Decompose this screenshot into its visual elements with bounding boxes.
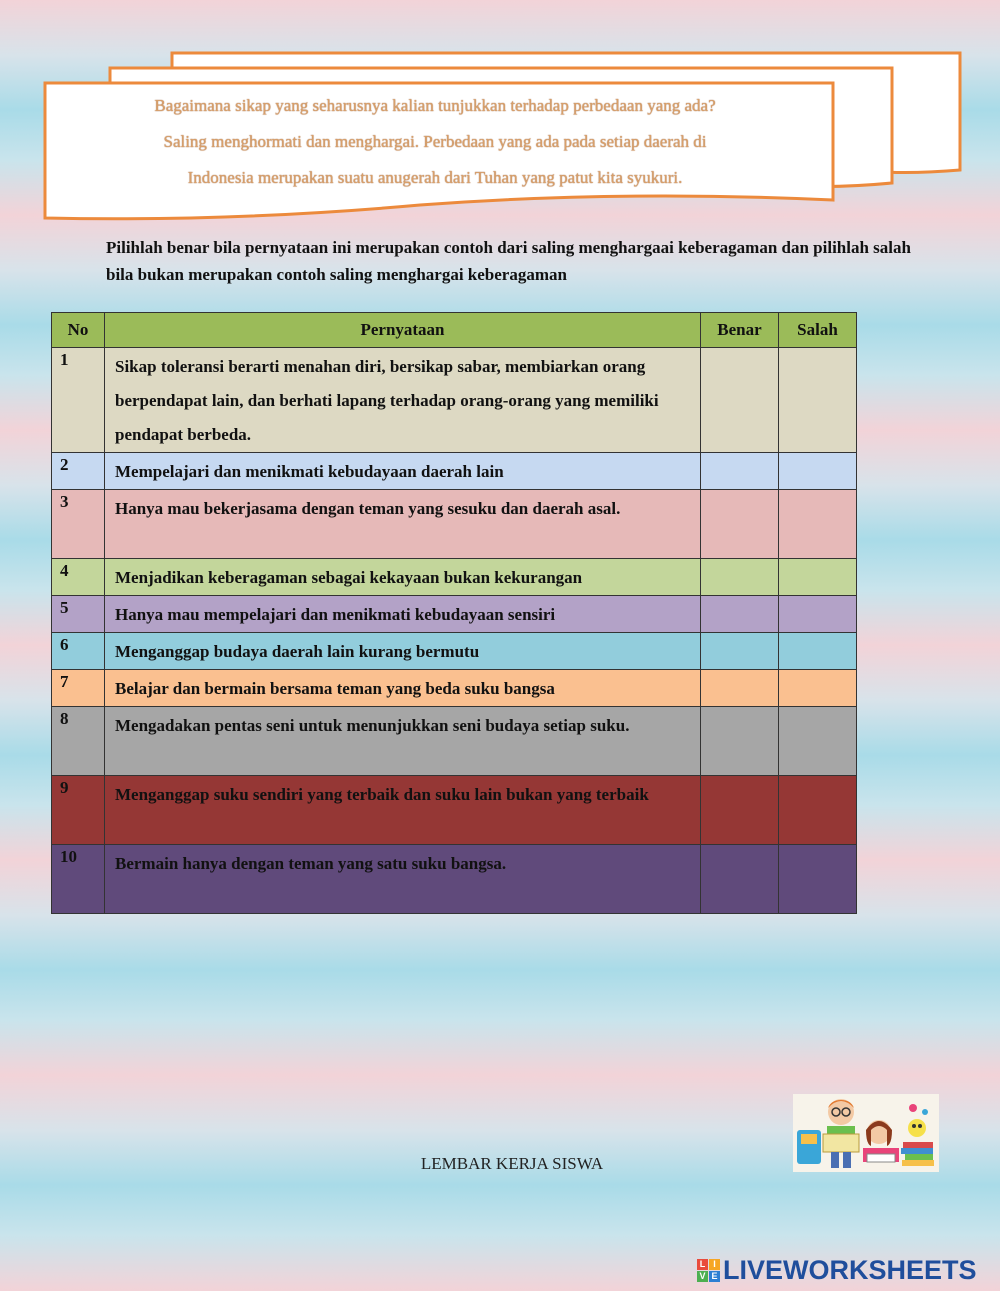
row-number: 8 bbox=[52, 707, 105, 776]
header-statement: Pernyataan bbox=[105, 313, 701, 348]
row-number: 1 bbox=[52, 348, 105, 453]
answer-true-cell[interactable] bbox=[701, 707, 779, 776]
row-number: 9 bbox=[52, 776, 105, 845]
answer-false-cell[interactable] bbox=[779, 490, 857, 559]
banner bbox=[0, 0, 1000, 235]
answer-true-cell[interactable] bbox=[701, 845, 779, 914]
row-statement: Mempelajari dan menikmati kebudayaan daerah lain bbox=[105, 453, 701, 490]
answer-false-cell[interactable] bbox=[779, 670, 857, 707]
answer-true-cell[interactable] bbox=[701, 348, 779, 453]
table-row bbox=[52, 707, 857, 776]
row-number: 5 bbox=[52, 596, 105, 633]
worksheet-footer-title: LEMBAR KERJA SISWA bbox=[420, 1154, 604, 1173]
row-number: 6 bbox=[52, 633, 105, 670]
answer-true-cell[interactable] bbox=[701, 776, 779, 845]
table-row bbox=[52, 490, 857, 559]
row-number: 2 bbox=[52, 453, 105, 490]
banner-question: Bagaimana sikap yang seharusnya kalian tunjukkan terhadap perbedaan yang ada? bbox=[154, 96, 716, 115]
answer-true-cell[interactable] bbox=[701, 596, 779, 633]
answer-false-cell[interactable] bbox=[779, 348, 857, 453]
header-no: No bbox=[52, 313, 105, 348]
row-statement: Belajar dan bermain bersama teman yang beda suku bangsa bbox=[105, 670, 701, 707]
row-statement: Menganggap budaya daerah lain kurang bermutu bbox=[105, 633, 701, 670]
liveworksheets-wordmark: LIVEWORKSHEETS bbox=[723, 1254, 977, 1285]
answer-true-cell[interactable] bbox=[701, 633, 779, 670]
row-number: 10 bbox=[52, 845, 105, 914]
table-row bbox=[52, 633, 857, 670]
row-statement: Sikap toleransi berarti menahan diri, bersikap sabar, membiarkan orang berpendapat lain, dan berhati lapang terhadap orang-orang yang memiliki pendapat berbeda. bbox=[105, 348, 701, 453]
answer-false-cell[interactable] bbox=[779, 559, 857, 596]
banner-answer-line: Saling menghormati dan menghargai. Perbedaan yang ada pada setiap daerah di bbox=[163, 132, 707, 151]
table-row bbox=[52, 348, 857, 453]
answer-true-cell[interactable] bbox=[701, 490, 779, 559]
worksheet-table bbox=[51, 312, 857, 914]
answer-false-cell[interactable] bbox=[779, 776, 857, 845]
table-row bbox=[52, 845, 857, 914]
instruction-text: Pilihlah benar bila pernyataan ini merupakan contoh dari saling menghargaai keberagaman dan pilihlah salah bila bukan merupakan contoh saling menghargai keberagaman bbox=[106, 238, 911, 284]
header-false: Salah bbox=[779, 313, 857, 348]
answer-false-cell[interactable] bbox=[779, 633, 857, 670]
table-row bbox=[52, 559, 857, 596]
table-row bbox=[52, 776, 857, 845]
header-true: Benar bbox=[701, 313, 779, 348]
answer-true-cell[interactable] bbox=[701, 559, 779, 596]
row-statement: Menjadikan keberagaman sebagai kekayaan bukan kekurangan bbox=[105, 559, 701, 596]
row-statement: Menganggap suku sendiri yang terbaik dan suku lain bukan yang terbaik bbox=[105, 776, 701, 845]
banner-answer-line: Indonesia merupakan suatu anugerah dari Tuhan yang patut kita syukuri. bbox=[187, 168, 683, 187]
row-statement: Hanya mau mempelajari dan menikmati kebudayaan sensiri bbox=[105, 596, 701, 633]
table-row bbox=[52, 453, 857, 490]
row-number: 7 bbox=[52, 670, 105, 707]
liveworksheets-mark-icon: L I V E bbox=[697, 1259, 720, 1282]
liveworksheets-logo bbox=[697, 1255, 977, 1285]
answer-true-cell[interactable] bbox=[701, 670, 779, 707]
row-number: 3 bbox=[52, 490, 105, 559]
answer-true-cell[interactable] bbox=[701, 453, 779, 490]
answer-false-cell[interactable] bbox=[779, 453, 857, 490]
banner-text bbox=[60, 88, 810, 196]
table-row bbox=[52, 596, 857, 633]
row-number: 4 bbox=[52, 559, 105, 596]
row-statement: Bermain hanya dengan teman yang satu suku bangsa. bbox=[105, 845, 701, 914]
row-statement: Mengadakan pentas seni untuk menunjukkan seni budaya setiap suku. bbox=[105, 707, 701, 776]
answer-false-cell[interactable] bbox=[779, 707, 857, 776]
answer-false-cell[interactable] bbox=[779, 596, 857, 633]
table-header-row bbox=[52, 313, 857, 348]
row-statement: Hanya mau bekerjasama dengan teman yang sesuku dan daerah asal. bbox=[105, 490, 701, 559]
table-row bbox=[52, 670, 857, 707]
answer-false-cell[interactable] bbox=[779, 845, 857, 914]
